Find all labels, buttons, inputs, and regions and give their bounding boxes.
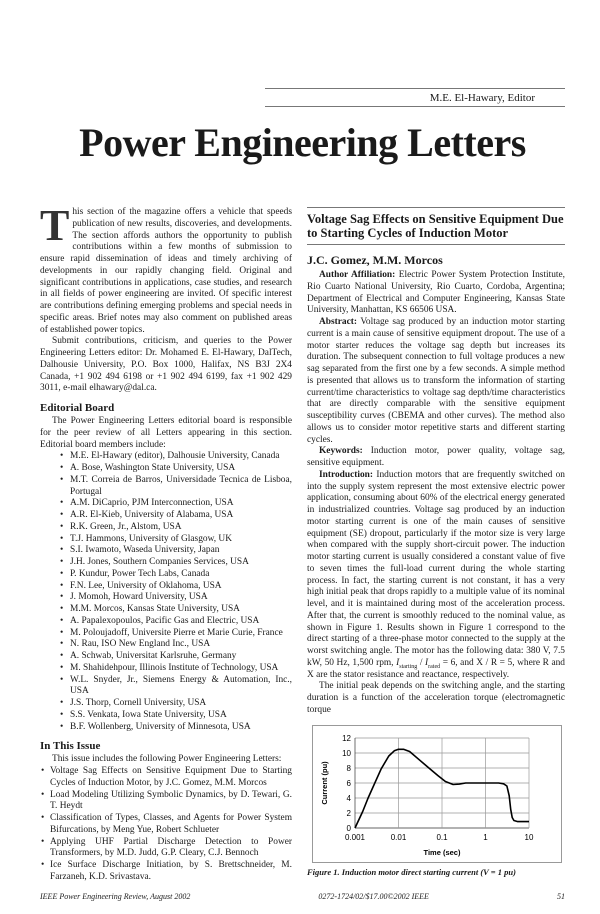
editor-line xyxy=(265,88,565,107)
list-item: • W.L. Snyder, Jr., Siemens Energy & Automation, Inc., USA xyxy=(40,675,292,699)
article-title: Voltage Sag Effects on Sensitive Equipment Due to Starting Cycles of Induction Motor xyxy=(307,207,565,245)
y-tick-label: 6 xyxy=(346,778,351,788)
abstract: Abstract: Voltage sag produced by an induction motor starting current is a main cause of sensitive equipment dropout. The use of a motor starter reduces the voltage sag depth but increases its duration. The subsequent connection to full voltage produces a new sag separated from the first one by a few seconds. A simple method is presented that allows us to transform the information of starting current/time characteristics to voltage sag depth/time characteristics that are directly comparable with the sensitive equipment susceptibility curves (CBEMA and other curves). The method also allows us to consider motor repetitive starts and different starting cycles. xyxy=(307,317,565,445)
x-tick-label: 0.1 xyxy=(436,832,448,842)
list-item: • Load Modeling Utilizing Symbolic Dynamics, by D. Tewari, G. T. Heydt xyxy=(40,790,292,814)
issue-text: This issue includes the following Power Engineering Letters: xyxy=(52,754,282,765)
list-item: • M.T. Correia de Barros, Universidade Tecnica de Lisboa, Portugal xyxy=(40,475,292,499)
list-item: • Ice Surface Discharge Initiation, by S. Brettschneider, M. Farzaneh, K.D. Srivastava. xyxy=(40,860,292,884)
list-item: • F.N. Lee, University of Oklahoma, USA xyxy=(40,581,292,593)
y-tick-label: 10 xyxy=(342,748,351,758)
intro-paragraph: This section of the magazine offers a vehicle that speeds publication of new results, discoveries, and developments. The section affords authors the opportunity to publish contributions within a few months of submission to ensure rapid dissemination of ideas and timely archiving of developments in our rapidly changing field. Original and significant contributions in applications, case studies, and research in all fields of power engineering are invited. Of specific interest are contributions defining emerging problems and special needs in specific areas. Brief notes may also comment on published areas of established power topics. xyxy=(40,201,292,335)
y-tick-label: 0 xyxy=(346,823,351,833)
right-column xyxy=(307,207,565,878)
left-column xyxy=(40,201,292,884)
y-tick-label: 12 xyxy=(342,733,351,743)
list-item: • A. Bose, Washington State University, USA xyxy=(40,463,292,475)
y-axis-label: Current (pu) xyxy=(320,760,329,805)
paragraph-2: The initial peak depends on the switching angle, and the starting duration is a function of the acceleration torque (electromagnetic torque xyxy=(307,681,565,715)
issue-heading: In This Issue xyxy=(40,740,101,753)
list-item: • S.S. Venkata, Iowa State University, USA xyxy=(40,710,292,722)
list-item: • B.F. Wollenberg, University of Minnesota, USA xyxy=(40,722,292,734)
list-item: • J.H. Jones, Southern Companies Services, USA xyxy=(40,557,292,569)
list-item: • A.R. El-Kieb, University of Alabama, USA xyxy=(40,510,292,522)
list-item: • M.M. Morcos, Kansas State University, USA xyxy=(40,604,292,616)
board-list xyxy=(40,451,292,733)
list-item: • M. Poloujadoff, Universite Pierre et Marie Curie, France xyxy=(40,628,292,640)
introduction: Introduction: Induction motors that are frequently switched on into the supply system represent the most extensive electric power application, consuming about 60% of the electrical energy generated in industrialized countries. Voltage sag produced by an induction motor starting current is one of the main causes of sensitive equipment (SE) dropout, particularly if the motor size is very large when compared with the supply short-circuit power. The induction motor starting current is usually considered a constant value of five to seven times the full-load current during the whole starting process. In fact, the starting current is not constant, it has a very high initial peak that drops rapidly to a multiple value of its nominal level, and it is maintained during most of the acceleration process. After that, the current is smoothly reduced to the nominal value, as shown in Figure 1. Results shown in Figure 1 correspond to the direct starting of a three-phase motor connected to the supply at the worst switching angle. The motor has the following data: 380 V, 7.5 kW, 50 Hz, 1,500 rpm, $I_{starting} / I_{rated} = 6$, and X / R = 5, where R and X are the stator resistance and reactance, respectively. xyxy=(307,469,565,680)
footer xyxy=(40,892,565,902)
list-item: • Classification of Types, Classes, and Agents for Power System Bifurcations, by Meng Yue, Robert Schlueter xyxy=(40,813,292,837)
article-authors: J.C. Gomez, M.M. Morcos xyxy=(307,253,443,267)
list-item: • J. Momoh, Howard University, USA xyxy=(40,592,292,604)
columns xyxy=(40,201,566,884)
x-axis-label: Time (sec) xyxy=(423,847,461,857)
list-item: • N. Rau, ISO New England Inc., USA xyxy=(40,639,292,651)
list-item: • A. Papalexopoulos, Pacific Gas and Electric, USA xyxy=(40,616,292,628)
issue-list xyxy=(40,766,292,884)
y-tick-label: 2 xyxy=(346,808,351,818)
page-number: 51 xyxy=(556,891,565,901)
list-item: • A.M. DiCaprio, PJM Interconnection, USA xyxy=(40,498,292,510)
x-tick-label: 0.01 xyxy=(390,832,407,842)
list-item: • P. Kundur, Power Tech Labs, Canada xyxy=(40,569,292,581)
y-tick-label: 8 xyxy=(346,763,351,773)
drop-cap: T xyxy=(40,201,70,250)
list-item: • S.I. Iwamoto, Waseda University, Japan xyxy=(40,545,292,557)
editor-name: M.E. El-Hawary, Editor xyxy=(429,92,535,104)
x-tick-label: 0.001 xyxy=(344,832,366,842)
submit-paragraph: Submit contributions, criticism, and queries to the Power Engineering Letters editor: Dr. Mohamed E. El-Hawary, DalTech, Dalhousie University, P.O. Box 1000, Halifax, NS B3J 2X4 Canada, +1 902 494 6198 or +1 902 494 6199, fax +1 902 429 3011, e-mail elhawary@dal.ca. xyxy=(40,336,292,394)
list-item: • Applying UHF Partial Discharge Detection to Power Transformers, by M.D. Judd, G.P. Cleary, C.J. Bennoch xyxy=(40,837,292,861)
figure-1 xyxy=(312,725,562,863)
list-item: • R.K. Green, Jr., Alstom, USA xyxy=(40,522,292,534)
affiliation: Author Affiliation: Electric Power System Protection Institute, Rio Cuarto National University, Rio Cuarto, Cordoba, Argentina; Department of Electrical and Computer Engineering, Kansas State University, Manhattan, KS 66506 USA. xyxy=(307,270,566,316)
list-item: • T.J. Hammons, University of Glasgow, UK xyxy=(40,534,292,546)
footer-journal: IEEE Power Engineering Review, August 2002 xyxy=(40,891,191,901)
list-item: • M.E. El-Hawary (editor), Dalhousie University, Canada xyxy=(40,451,292,463)
footer-copyright: 0272-1724/02/$17.00©2002 IEEE xyxy=(318,891,429,901)
keywords: Keywords: Induction motor, power quality, voltage sag, sensitive equipment. xyxy=(307,446,565,468)
list-item: • M. Shahidehpour, Illinois Institute of Technology, USA xyxy=(40,663,292,675)
list-item: • Voltage Sag Effects on Sensitive Equipment Due to Starting Cycles of Induction Motor, by J.C. Gomez, M.M. Morcos xyxy=(40,766,292,790)
list-item: • J.S. Thorp, Cornell University, USA xyxy=(40,698,292,710)
figure-caption: Figure 1. Induction motor direct starting current (V = 1 pu) xyxy=(307,866,516,877)
list-item: • A. Schwab, Universitat Karlsruhe, Germany xyxy=(40,651,292,663)
x-tick-label: 10 xyxy=(524,832,534,842)
board-heading: Editorial Board xyxy=(40,402,115,414)
page-title: Power Engineering Letters xyxy=(79,120,526,165)
board-text: The Power Engineering Letters editorial board is responsible for the peer review of all Letters appearing in this section. Editorial board members include: xyxy=(40,416,292,450)
current-chart xyxy=(313,726,561,862)
x-tick-label: 1 xyxy=(483,832,488,842)
y-tick-label: 4 xyxy=(346,793,351,803)
